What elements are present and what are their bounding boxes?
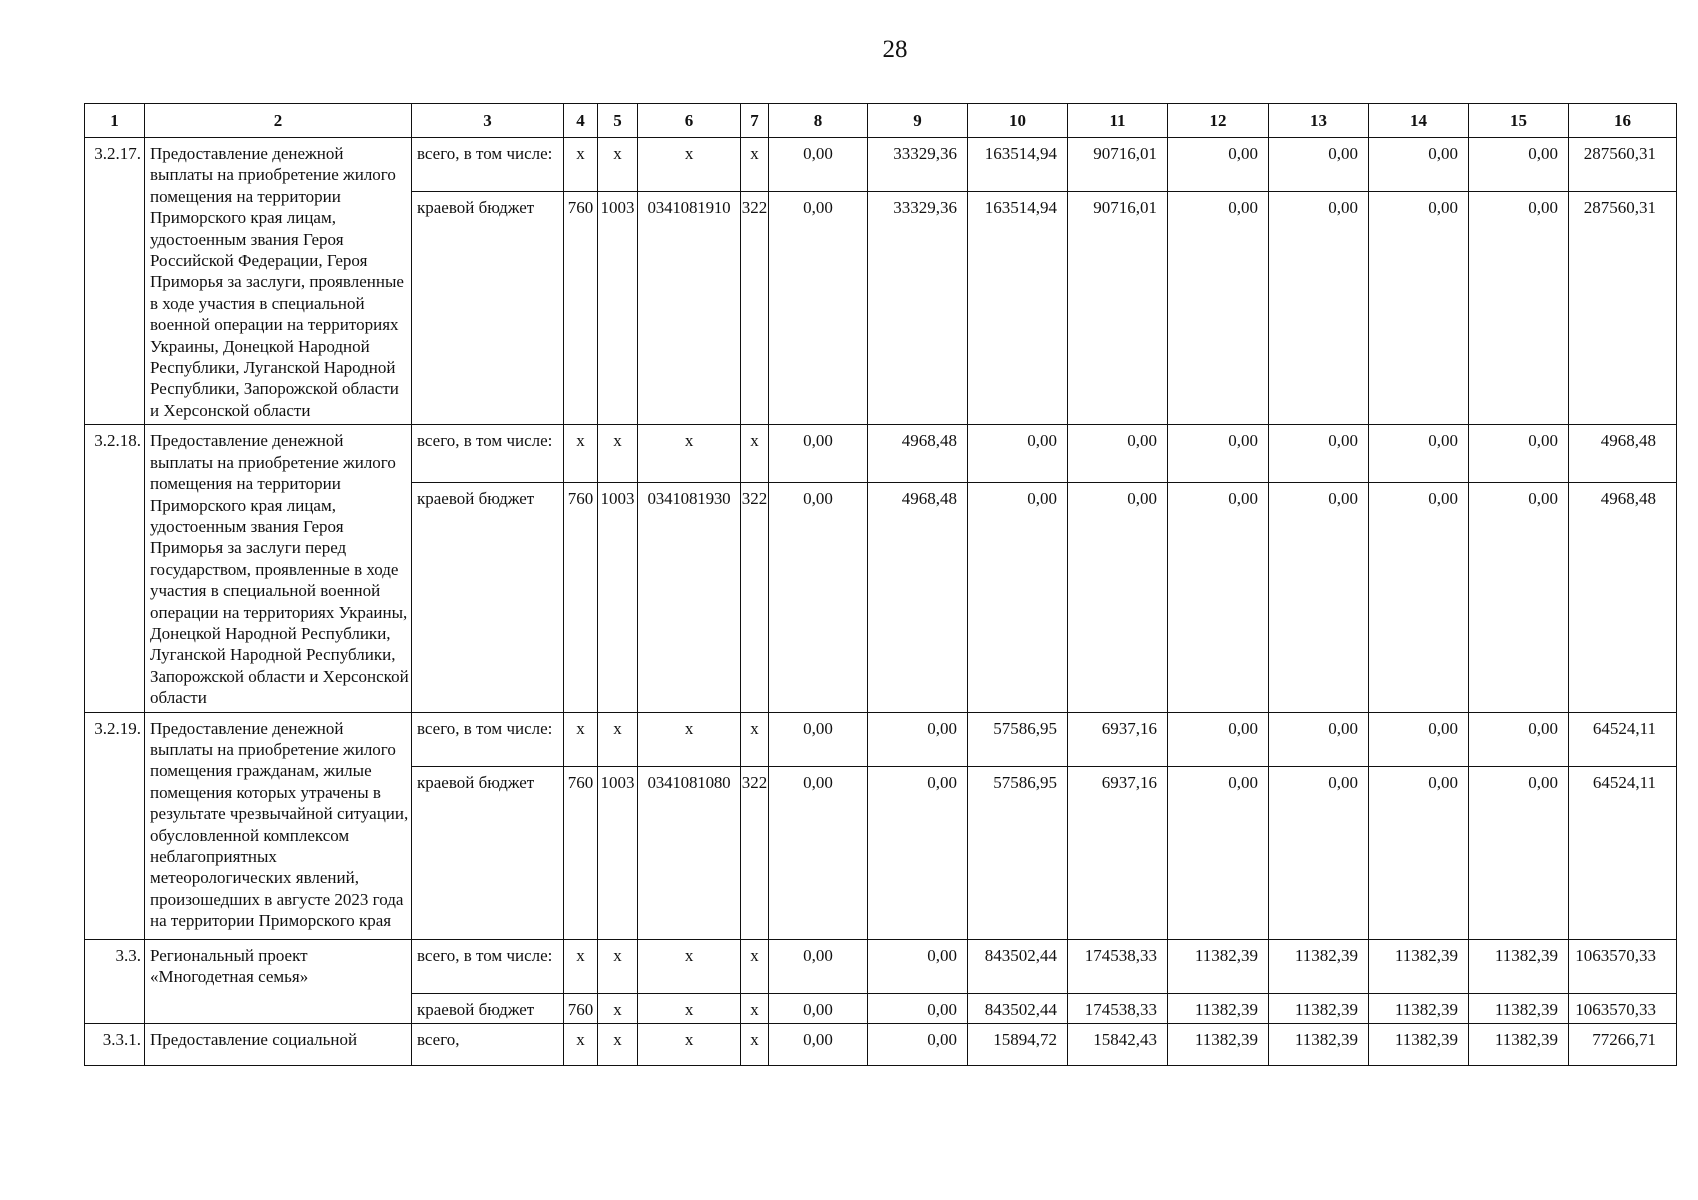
amount-cell: 57586,95: [968, 712, 1068, 766]
code-cell: 760: [564, 192, 598, 425]
code-cell: 322: [741, 766, 769, 939]
amount-cell: 90716,01: [1068, 138, 1168, 192]
code-cell: х: [638, 712, 741, 766]
row-number: 3.3.1.: [85, 1023, 145, 1065]
row-number: 3.2.19.: [85, 712, 145, 939]
amount-cell: 0,00: [1369, 425, 1469, 483]
amount-cell: 11382,39: [1269, 1023, 1369, 1065]
funding-source: краевой бюджет: [412, 192, 564, 425]
column-header: 1: [85, 104, 145, 138]
amount-cell: 0,00: [1369, 483, 1469, 712]
amount-cell: 0,00: [1469, 192, 1569, 425]
funding-source: всего, в том числе:: [412, 425, 564, 483]
amount-cell: 15842,43: [1068, 1023, 1168, 1065]
column-header: 11: [1068, 104, 1168, 138]
amount-cell: 64524,11: [1569, 712, 1677, 766]
amount-cell: 843502,44: [968, 939, 1068, 993]
code-cell: 0341081080: [638, 766, 741, 939]
amount-cell: 0,00: [968, 483, 1068, 712]
column-header: 13: [1269, 104, 1369, 138]
amount-cell: 11382,39: [1269, 939, 1369, 993]
amount-cell: 4968,48: [868, 483, 968, 712]
amount-cell: 0,00: [868, 712, 968, 766]
amount-cell: 0,00: [1369, 766, 1469, 939]
code-cell: х: [598, 993, 638, 1023]
code-cell: х: [598, 939, 638, 993]
code-cell: х: [564, 1023, 598, 1065]
code-cell: 0341081910: [638, 192, 741, 425]
code-cell: х: [638, 138, 741, 192]
amount-cell: 0,00: [1168, 483, 1269, 712]
column-header: 9: [868, 104, 968, 138]
amount-cell: 11382,39: [1369, 939, 1469, 993]
code-cell: х: [598, 1023, 638, 1065]
amount-cell: 4968,48: [1569, 483, 1677, 712]
amount-cell: 6937,16: [1068, 712, 1168, 766]
amount-cell: 0,00: [1269, 192, 1369, 425]
funding-source: всего,: [412, 1023, 564, 1065]
amount-cell: 0,00: [1068, 483, 1168, 712]
code-cell: 1003: [598, 766, 638, 939]
amount-cell: 0,00: [769, 192, 868, 425]
column-header: 8: [769, 104, 868, 138]
amount-cell: 0,00: [1369, 138, 1469, 192]
amount-cell: 0,00: [1168, 138, 1269, 192]
table-row: [85, 712, 1677, 766]
column-header: 10: [968, 104, 1068, 138]
amount-cell: 0,00: [868, 1023, 968, 1065]
amount-cell: 1063570,33: [1569, 939, 1677, 993]
code-cell: 322: [741, 483, 769, 712]
code-cell: х: [741, 138, 769, 192]
column-header: 2: [145, 104, 412, 138]
row-number: 3.3.: [85, 939, 145, 1023]
header-row: [85, 104, 1677, 138]
amount-cell: 0,00: [1469, 483, 1569, 712]
table-row: [85, 1023, 1677, 1065]
code-cell: х: [638, 993, 741, 1023]
row-number: 3.2.17.: [85, 138, 145, 425]
code-cell: х: [598, 425, 638, 483]
amount-cell: 4968,48: [868, 425, 968, 483]
table-row: [85, 939, 1677, 993]
table-row: [85, 425, 1677, 483]
row-description: Предоставление денежной выплаты на приобретение жилого помещения гражданам, жилые помещения которых утрачены в результате чрезвычайной ситуации, обусловленной комплексом неблагоприятных метеорологических явлений, произошедших в августе 2023 года на территории Приморского края: [145, 712, 412, 939]
row-description: Предоставление денежной выплаты на приобретение жилого помещения на территории Приморского края лицам, удостоенным звания Героя Приморья за заслуги перед государством, проявленные в ходе участия в специальной военной операции на территориях Украины, Донецкой Народной Республики, Луганской Народной Республики, Запорожской области и Херсонской области: [145, 425, 412, 712]
amount-cell: 0,00: [1168, 712, 1269, 766]
amount-cell: 0,00: [868, 939, 968, 993]
amount-cell: 0,00: [1469, 766, 1569, 939]
amount-cell: 0,00: [1269, 712, 1369, 766]
column-header: 4: [564, 104, 598, 138]
code-cell: х: [638, 939, 741, 993]
amount-cell: 11382,39: [1168, 1023, 1269, 1065]
amount-cell: 287560,31: [1569, 192, 1677, 425]
funding-source: краевой бюджет: [412, 483, 564, 712]
amount-cell: 11382,39: [1269, 993, 1369, 1023]
amount-cell: 163514,94: [968, 192, 1068, 425]
code-cell: х: [564, 712, 598, 766]
code-cell: х: [638, 1023, 741, 1065]
code-cell: 1003: [598, 483, 638, 712]
column-header: 5: [598, 104, 638, 138]
amount-cell: 0,00: [1469, 425, 1569, 483]
column-header: 14: [1369, 104, 1469, 138]
code-cell: х: [741, 712, 769, 766]
amount-cell: 11382,39: [1469, 1023, 1569, 1065]
amount-cell: 0,00: [769, 138, 868, 192]
code-cell: х: [638, 425, 741, 483]
code-cell: х: [741, 425, 769, 483]
amount-cell: 77266,71: [1569, 1023, 1677, 1065]
code-cell: х: [564, 939, 598, 993]
code-cell: 760: [564, 483, 598, 712]
amount-cell: 0,00: [1269, 425, 1369, 483]
amount-cell: 0,00: [769, 993, 868, 1023]
amount-cell: 4968,48: [1569, 425, 1677, 483]
column-header: 7: [741, 104, 769, 138]
code-cell: 760: [564, 993, 598, 1023]
page-number: 28: [882, 36, 908, 63]
amount-cell: 11382,39: [1168, 939, 1269, 993]
amount-cell: 0,00: [1068, 425, 1168, 483]
row-number: 3.2.18.: [85, 425, 145, 712]
code-cell: х: [741, 1023, 769, 1065]
amount-cell: 0,00: [1369, 192, 1469, 425]
code-cell: х: [564, 138, 598, 192]
funding-source: всего, в том числе:: [412, 939, 564, 993]
amount-cell: 0,00: [1469, 712, 1569, 766]
funding-source: краевой бюджет: [412, 993, 564, 1023]
column-header: 6: [638, 104, 741, 138]
amount-cell: 11382,39: [1369, 993, 1469, 1023]
amount-cell: 0,00: [1269, 138, 1369, 192]
column-header: 16: [1569, 104, 1677, 138]
amount-cell: 0,00: [1369, 712, 1469, 766]
column-header: 15: [1469, 104, 1569, 138]
amount-cell: 174538,33: [1068, 993, 1168, 1023]
amount-cell: 64524,11: [1569, 766, 1677, 939]
code-cell: х: [598, 138, 638, 192]
amount-cell: 0,00: [769, 712, 868, 766]
code-cell: х: [741, 993, 769, 1023]
amount-cell: 57586,95: [968, 766, 1068, 939]
amount-cell: 287560,31: [1569, 138, 1677, 192]
amount-cell: 33329,36: [868, 192, 968, 425]
amount-cell: 0,00: [769, 939, 868, 993]
amount-cell: 0,00: [769, 766, 868, 939]
amount-cell: 0,00: [1168, 766, 1269, 939]
amount-cell: 0,00: [968, 425, 1068, 483]
row-description: Региональный проект «Многодетная семья»: [145, 939, 412, 1023]
amount-cell: 11382,39: [1369, 1023, 1469, 1065]
amount-cell: 174538,33: [1068, 939, 1168, 993]
code-cell: 760: [564, 766, 598, 939]
code-cell: 0341081930: [638, 483, 741, 712]
amount-cell: 0,00: [868, 993, 968, 1023]
funding-source: всего, в том числе:: [412, 712, 564, 766]
column-header: 3: [412, 104, 564, 138]
amount-cell: 33329,36: [868, 138, 968, 192]
funding-source: всего, в том числе:: [412, 138, 564, 192]
row-description: Предоставление социальной: [145, 1023, 412, 1065]
amount-cell: 11382,39: [1168, 993, 1269, 1023]
amount-cell: 0,00: [769, 1023, 868, 1065]
amount-cell: 0,00: [1168, 192, 1269, 425]
amount-cell: 843502,44: [968, 993, 1068, 1023]
budget-table: [84, 103, 1677, 1066]
amount-cell: 0,00: [769, 425, 868, 483]
amount-cell: 6937,16: [1068, 766, 1168, 939]
amount-cell: 0,00: [1168, 425, 1269, 483]
amount-cell: 15894,72: [968, 1023, 1068, 1065]
code-cell: 322: [741, 192, 769, 425]
amount-cell: 0,00: [769, 483, 868, 712]
code-cell: х: [598, 712, 638, 766]
amount-cell: 0,00: [1469, 138, 1569, 192]
amount-cell: 0,00: [1269, 483, 1369, 712]
table-row: [85, 138, 1677, 192]
amount-cell: 163514,94: [968, 138, 1068, 192]
code-cell: х: [564, 425, 598, 483]
amount-cell: 0,00: [1269, 766, 1369, 939]
amount-cell: 1063570,33: [1569, 993, 1677, 1023]
table-body: [85, 138, 1677, 1066]
funding-source: краевой бюджет: [412, 766, 564, 939]
row-description: Предоставление денежной выплаты на приобретение жилого помещения на территории Приморского края лицам, удостоенным звания Героя Российской Федерации, Героя Приморья за заслуги, проявленные в ходе участия в специальной военной операции на территориях Украины, Донецкой Народной Республики, Луганской Народной Республики, Запорожской области и Херсонской области: [145, 138, 412, 425]
amount-cell: 0,00: [868, 766, 968, 939]
code-cell: 1003: [598, 192, 638, 425]
amount-cell: 11382,39: [1469, 939, 1569, 993]
amount-cell: 90716,01: [1068, 192, 1168, 425]
code-cell: х: [741, 939, 769, 993]
column-header: 12: [1168, 104, 1269, 138]
amount-cell: 11382,39: [1469, 993, 1569, 1023]
